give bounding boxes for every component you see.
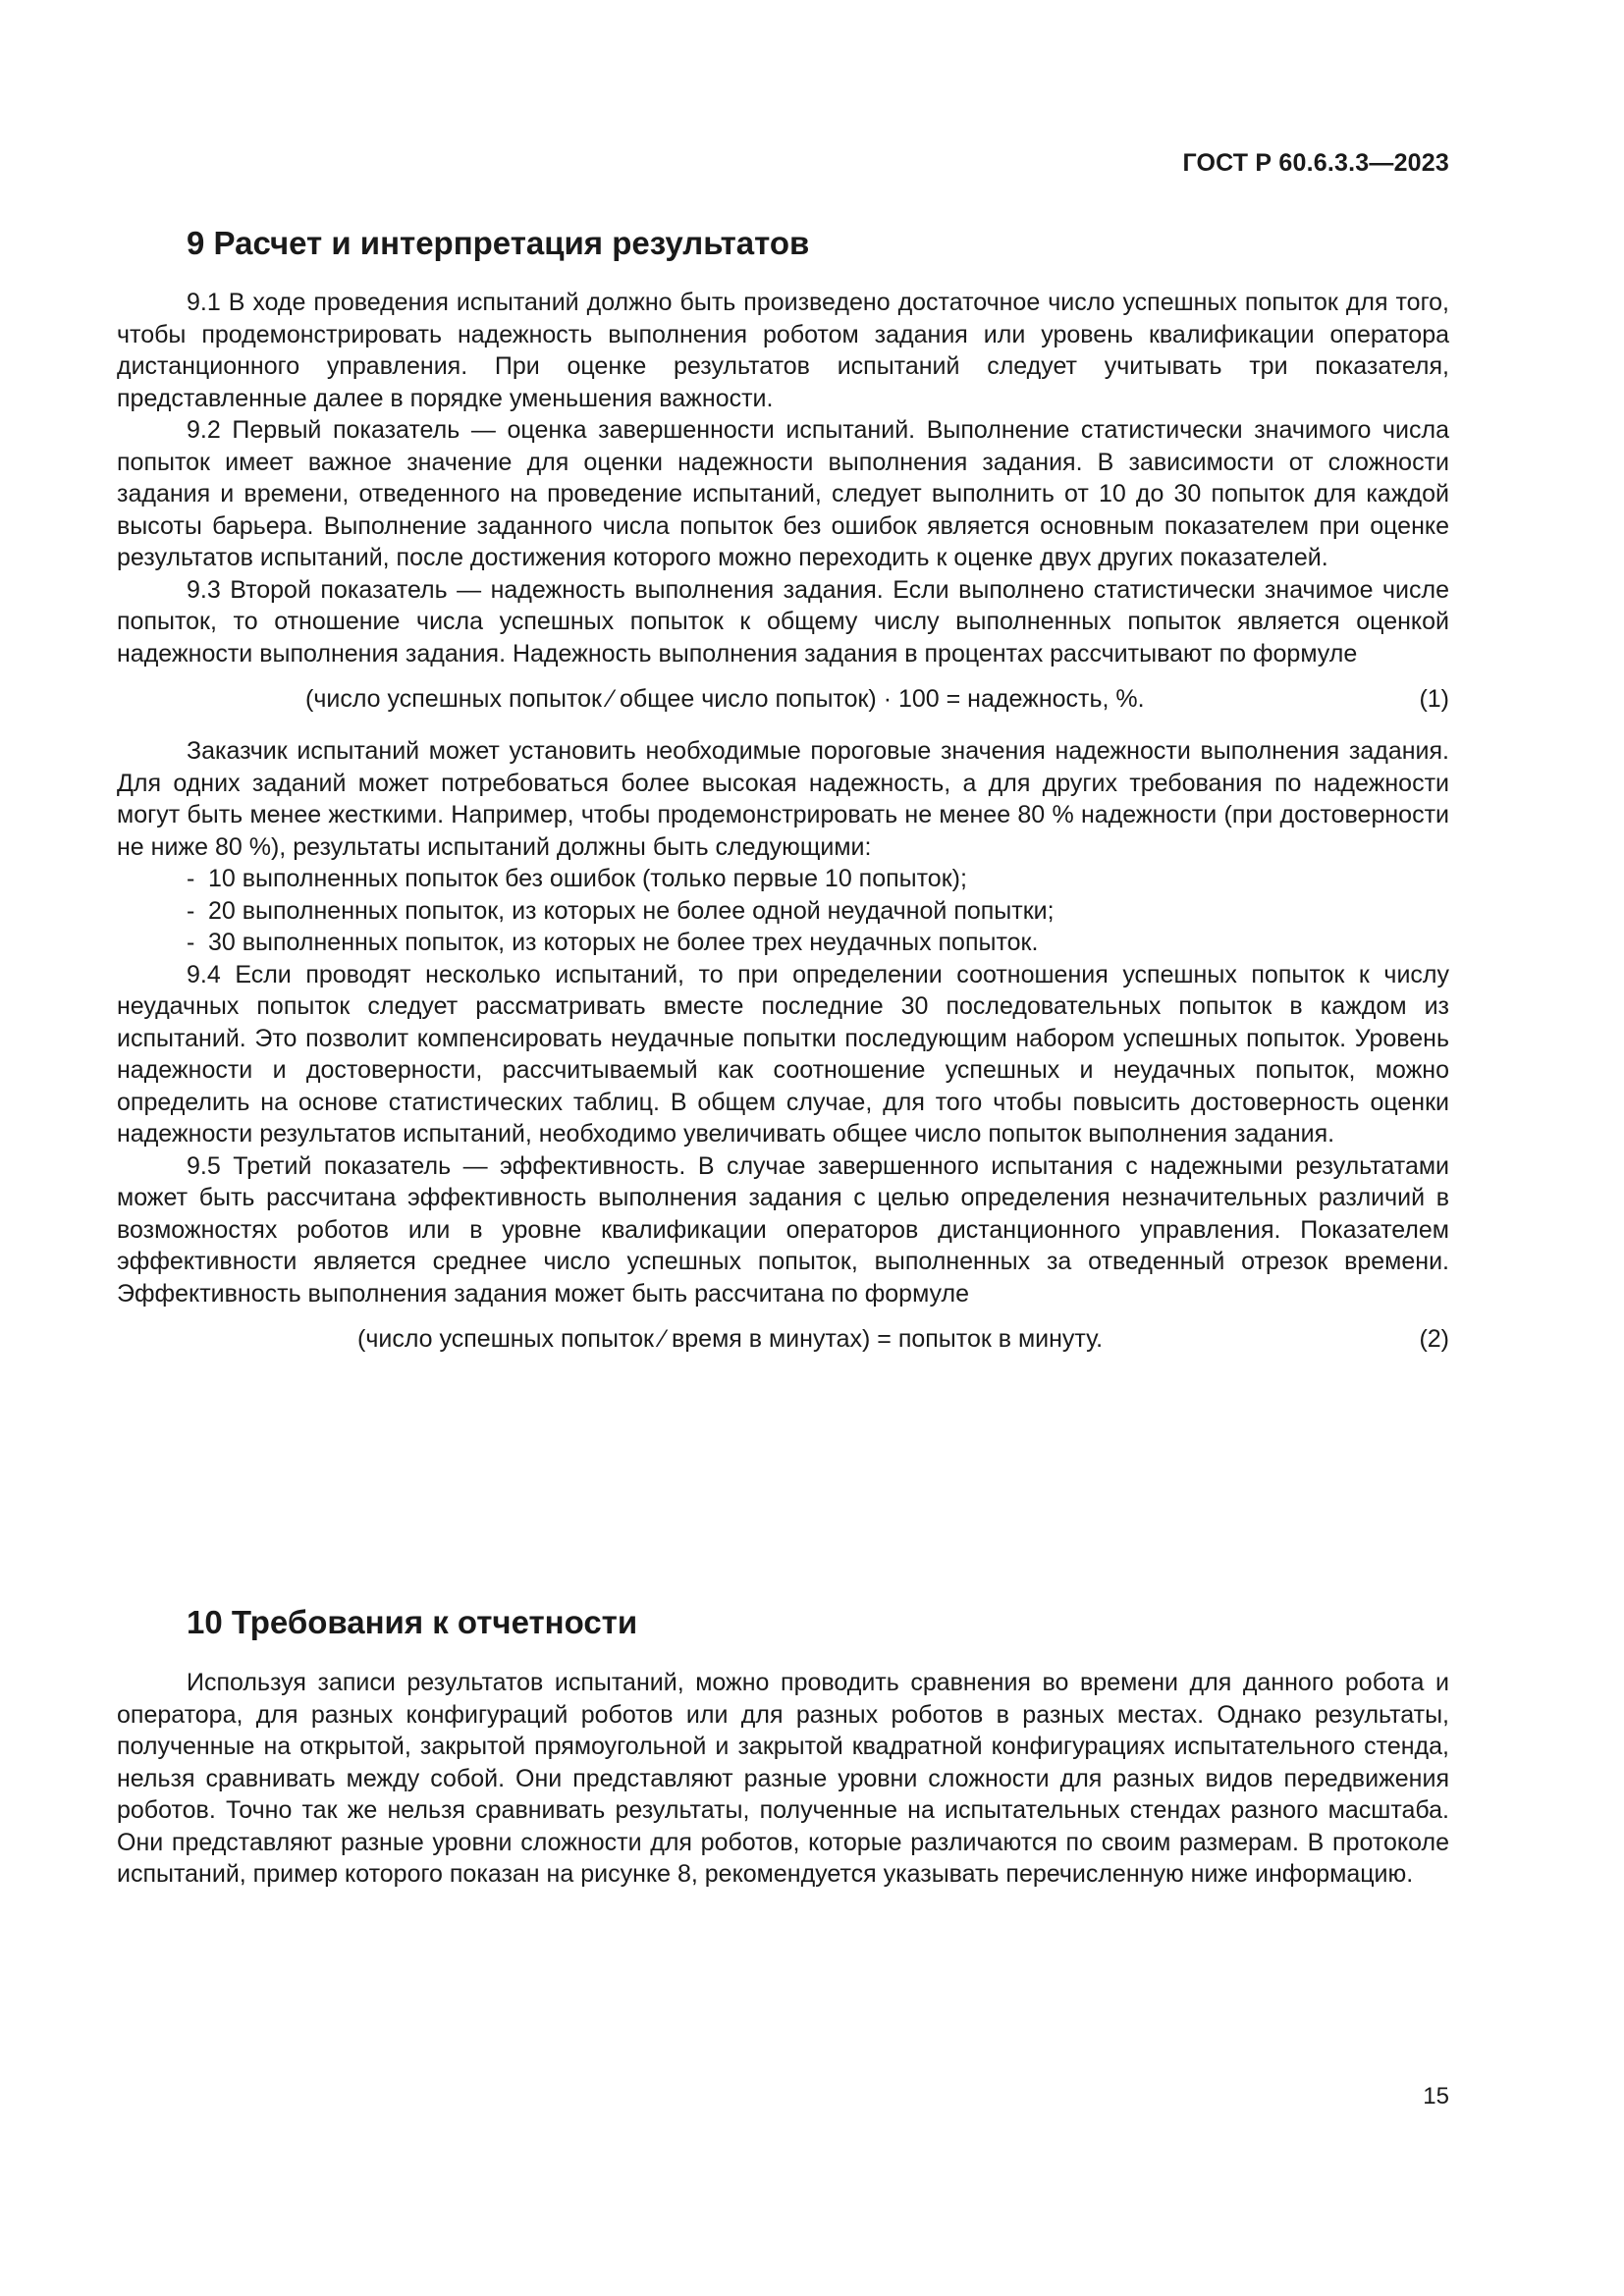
page-number: 15 xyxy=(1423,2083,1449,2109)
paragraph-9-5: 9.5 Третий показатель — эффективность. В случае завершенного испытания с надежными результатами может быть рассчитана эффективность выполнения задания с целью определения незначительных различий в возможностях роботов или в уровне квалификации операторов дистанционного управления. Показателем эффективности является среднее число успешных попыток, выполненных за отведенный отрезок времени. Эффективность выполнения задания может быть рассчитана по формуле xyxy=(117,1151,1449,1308)
formula-1 xyxy=(117,669,1449,735)
list-item xyxy=(117,895,1449,928)
list-item xyxy=(117,927,1449,959)
formula-1-number: (1) xyxy=(1419,685,1449,713)
section-9-body xyxy=(117,287,1449,1375)
paragraph-9-1: 9.1 В ходе проведения испытаний должно быть произведено достаточное число успешных попыток для того, чтобы продемонстрировать надежность выполнения роботом задания или уровень квалификации оператора дистанционного управления. При оценке результатов испытаний следует учитывать три показателя, представленные далее в порядке уменьшения важности. xyxy=(117,289,1449,412)
paragraph-10: Используя записи результатов испытаний, можно проводить сравнения во времени для данного робота и оператора, для разных конфигураций роботов или для разных роботов в разных местах. Однако результаты, полученные на открытой, закрытой прямоугольной и закрытой квадратной конфигурациях испытательного стенда, нельзя сравнивать между собой. Они представляют разные уровни сложности для разных видов передвижения роботов. Точно так же нельзя сравнивать результаты, полученные на испытательных стендах разного масштаба. Они представляют разные уровни сложности для роботов, которые различаются по своим размерам. В протоколе испытаний, пример которого показан на рисунке 8, рекомендуется указывать перечисленную ниже информацию. xyxy=(117,1669,1449,1888)
section-10-body xyxy=(117,1667,1449,1891)
formula-1-text: (число успешных попыток ⁄ общее число попыток) · 100 = надежность, %. xyxy=(305,685,1145,713)
list-item-text: 20 выполненных попыток, из которых не более одной неудачной попытки; xyxy=(208,896,1055,925)
formula-2-number: (2) xyxy=(1419,1325,1449,1353)
section-10-heading: 10 Требования к отчетности xyxy=(187,1604,638,1640)
formula-2-text: (число успешных попыток ⁄ время в минутах) = попыток в минуту. xyxy=(357,1325,1104,1353)
paragraph-9-2: 9.2 Первый показатель — оценка завершенности испытаний. Выполнение статистически значимого числа попыток имеет важное значение для оценки надежности выполнения задания. В зависимости от сложности задания и времени, отведенного на проведение испытаний, следует выполнить от 10 до 30 попыток для каждой высоты барьера. Выполнение заданного числа попыток без ошибок является основным показателем при оценке результатов испытаний, после достижения которого можно переходить к оценке двух других показателей. xyxy=(117,416,1449,571)
requirements-list xyxy=(117,863,1449,959)
formula-2 xyxy=(117,1309,1449,1375)
paragraph-9-3: 9.3 Второй показатель — надежность выполнения задания. Если выполнено статистически значимое числе попыток, то отношение числа успешных попыток к общему числу выполненных попыток является оценкой надежности выполнения задания. Надежность выполнения задания в процентах рассчитывают по формуле xyxy=(117,575,1449,667)
list-item-text: 30 выполненных попыток, из которых не более трех неудачных попыток. xyxy=(208,929,1039,956)
list-marker: - xyxy=(187,865,195,892)
list-marker: - xyxy=(187,929,195,956)
paragraph-9-4: 9.4 Если проводят несколько испытаний, то при определении соотношения успешных попыток к числу неудачных попыток следует рассматривать вместе последние 30 последовательных попыток в каждом из испытаний. Это позволит компенсировать неудачные попытки последующим набором успешных попыток. Уровень надежности и достоверности, рассчитываемый как соотношение успешных и неудачных попыток, можно определить на основе статистических таблиц. В общем случае, для того чтобы повысить достоверность оценки надежности результатов испытаний, необходимо увеличивать общее число попыток выполнения задания. xyxy=(117,960,1449,1148)
section-9-heading: 9 Расчет и интерпретация результатов xyxy=(187,225,810,261)
standard-id-header: ГОСТ Р 60.6.3.3—2023 xyxy=(1182,149,1449,177)
paragraph-threshold: Заказчик испытаний может установить необходимые пороговые значения надежности выполнения задания. Для одних заданий может потребоваться более высокая надежность, а для других требования по надежности могут быть менее жесткими. Например, чтобы продемонстрировать не менее 80 % надежности (при достоверности не ниже 80 %), результаты испытаний должны быть следующими: xyxy=(117,737,1449,861)
list-item-text: 10 выполненных попыток без ошибок (только первые 10 попыток); xyxy=(208,865,967,892)
list-marker: - xyxy=(187,896,195,925)
list-item xyxy=(117,863,1449,895)
